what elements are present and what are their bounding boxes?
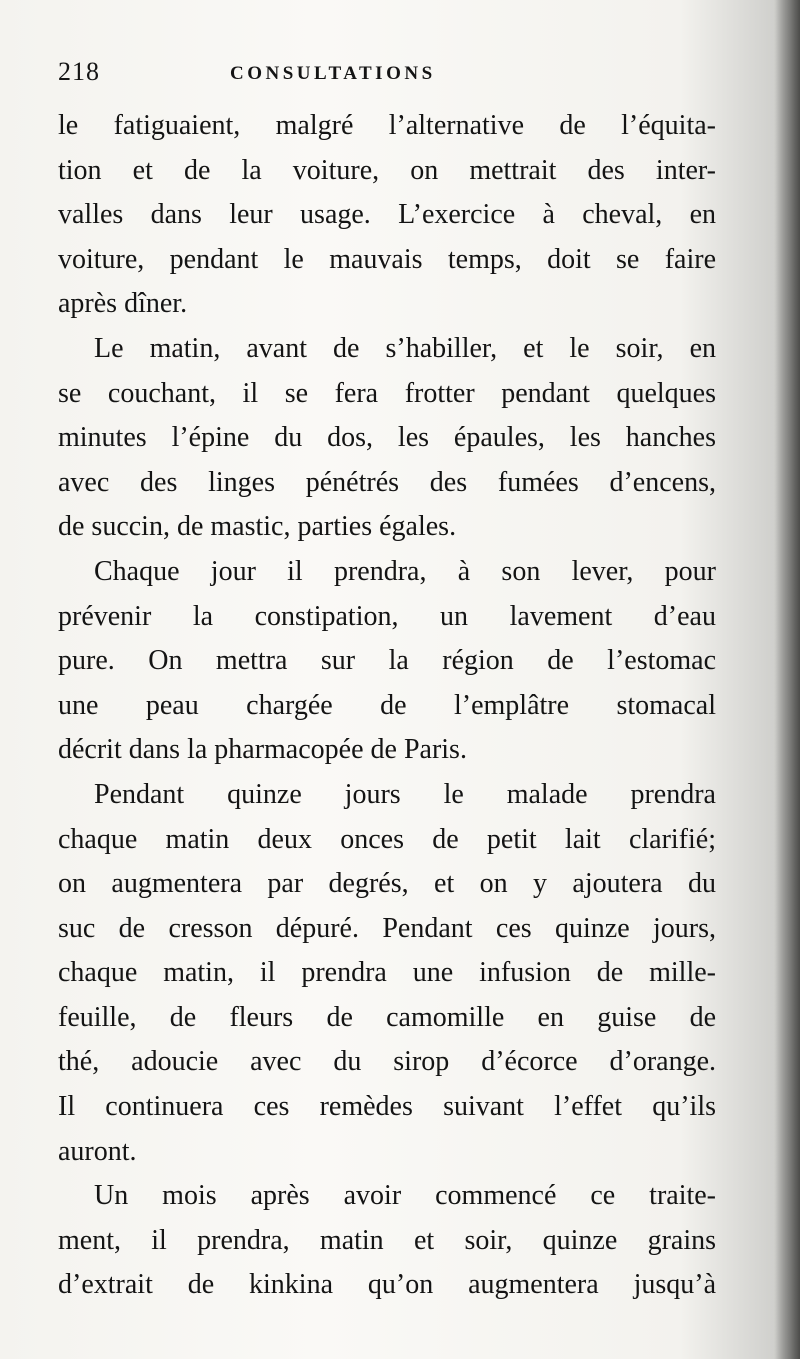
text-line: Chaque jour il prendra, à son lever, pour [94, 555, 716, 587]
text-line: prévenir la constipation, un lavement d’eau [58, 600, 716, 632]
text-line: d’extrait de kinkina qu’on augmentera jusqu’à [58, 1269, 716, 1301]
text-line: se couchant, il se fera frotter pendant quelques [58, 377, 716, 409]
running-head [58, 52, 548, 92]
text-line: on augmentera par degrés, et on y ajoutera du [58, 868, 716, 900]
text-line: de succin, de mastic, parties égales. [58, 511, 457, 543]
text-line: chaque matin, il prendra une infusion de mille- [58, 957, 716, 989]
text-line: Il continuera ces remèdes suivant l’effet qu’ils [58, 1091, 716, 1123]
text-line: auront. [58, 1135, 137, 1167]
text-line: avec des linges pénétrés des fumées d’encens, [58, 466, 716, 498]
body-text [58, 104, 716, 1308]
text-line: suc de cresson dépuré. Pendant ces quinze jours, [58, 912, 716, 944]
text-line: décrit dans la pharmacopée de Paris. [58, 734, 467, 766]
text-line: voiture, pendant le mauvais temps, doit se faire [58, 243, 716, 275]
text-line: thé, adoucie avec du sirop d’écorce d’orange. [58, 1046, 716, 1078]
text-line: pure. On mettra sur la région de l’estomac [58, 645, 716, 677]
running-title: CONSULTATIONS [230, 63, 436, 84]
text-line: chaque matin deux onces de petit lait clarifié; [58, 823, 716, 855]
text-line: minutes l’épine du dos, les épaules, les hanches [58, 422, 716, 454]
text-line: après dîner. [58, 288, 188, 320]
text-line: Un mois après avoir commencé ce traite- [94, 1180, 716, 1212]
text-line: tion et de la voiture, on mettrait des inter- [58, 154, 716, 186]
text-line: Pendant quinze jours le malade prendra [94, 778, 716, 810]
text-line: une peau chargée de l’emplâtre stomacal [58, 689, 716, 721]
text-line: ment, il prendra, matin et soir, quinze grains [58, 1224, 716, 1256]
text-line: valles dans leur usage. L’exercice à cheval, en [58, 199, 716, 231]
text-line: feuille, de fleurs de camomille en guise de [58, 1001, 716, 1033]
page-edge-shadow [774, 0, 800, 1359]
page-number: 218 [58, 57, 100, 86]
text-line: le fatiguaient, malgré l’alternative de l’équita- [58, 110, 716, 141]
text-line: Le matin, avant de s’habiller, et le soir, en [94, 332, 716, 364]
